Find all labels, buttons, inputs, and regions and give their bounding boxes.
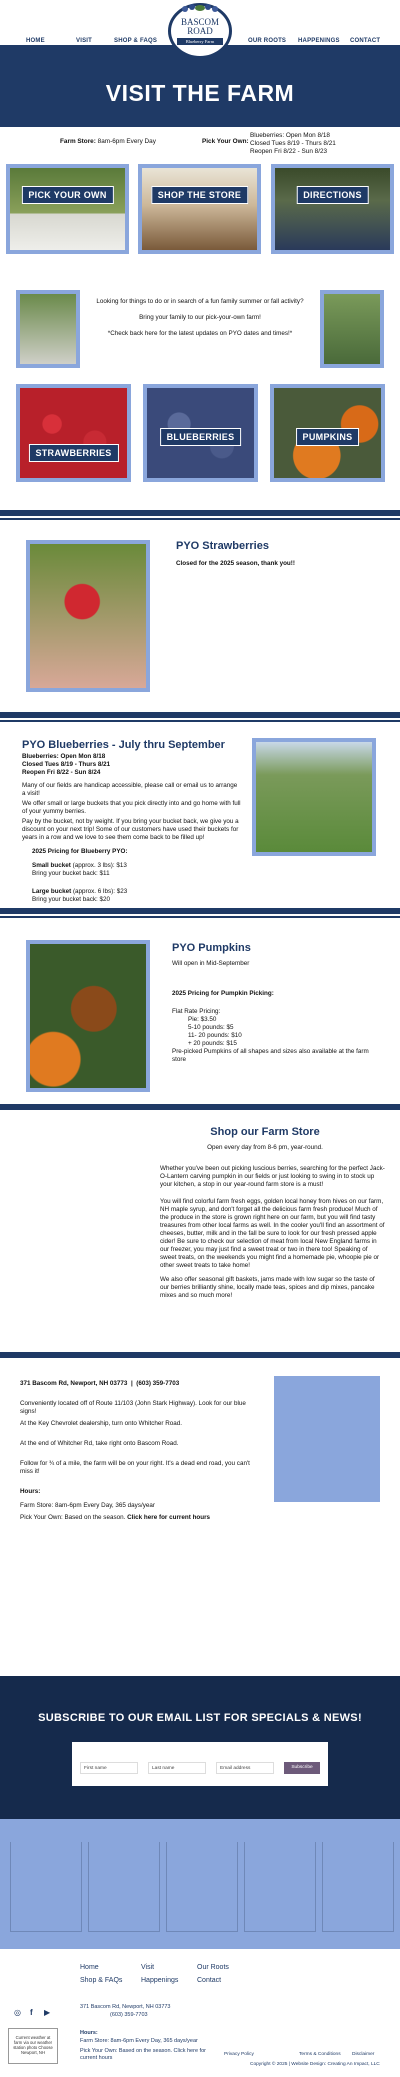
logo-line-3: Blueberry Farm	[177, 38, 223, 45]
section-divider	[0, 908, 400, 914]
toddler-blueberry-photo	[252, 738, 376, 856]
tile-label: STRAWBERRIES	[28, 444, 118, 462]
pumpkins-title: PYO Pumpkins	[172, 942, 251, 954]
directions-p1: Conveniently located off of Route 11/103 (John Stark Highway). Look for our blue signs!	[20, 1400, 246, 1415]
blueberries-p1: Many of our fields are handicap accessible, please call or email us to arrange a visit!	[22, 782, 238, 797]
pyo-line: Reopen Fri 8/22 - Sun 8/23	[250, 148, 328, 155]
pyo-hours	[250, 132, 336, 156]
footer-hours-label: Hours:	[80, 2030, 98, 2036]
pumpkin-prepicked: Pre-picked Pumpkins of all shapes and sizes also available at the farm store	[172, 1048, 369, 1063]
blueberries-p2: We offer small or large buckets that you pick directly into and go home with full of your yummy berries.	[22, 800, 241, 815]
footer-card	[322, 1842, 394, 1932]
footer-phone[interactable]: (603) 359-7703	[110, 2012, 148, 2018]
footer-address: 371 Bascom Rd, Newport, NH 03773	[80, 2004, 171, 2010]
current-hours-link[interactable]: Click here for current hours	[127, 1514, 211, 1521]
blueberries-p3: Pay by the bucket, not by weight. If you bring your bucket back, we give you a discount on your next trip! Some of our customers have used their buckets for years in a row and we love to see them come back to be filled up!	[22, 818, 239, 841]
pyo-hours-label	[202, 138, 249, 146]
directions-hours-pyo	[20, 1514, 210, 1522]
footer-link-visit[interactable]: Visit	[141, 1964, 155, 1971]
directions-hours-label: Hours:	[20, 1488, 41, 1495]
pyo-label: Pick Your Own:	[202, 138, 249, 145]
section-divider	[0, 1352, 400, 1358]
footer-hours-store: Farm Store: 8am-6pm Every Day, 365 days/year	[80, 2038, 198, 2044]
section-divider	[0, 712, 400, 718]
tile-pumpkins[interactable]	[270, 384, 385, 482]
terms-link[interactable]: Terms & Conditions	[299, 2052, 341, 2057]
tile-label: PUMPKINS	[296, 428, 360, 446]
nav-shop-faqs[interactable]: SHOP & FAQS	[114, 38, 158, 44]
bucket-photo	[16, 290, 80, 368]
tile-label: BLUEBERRIES	[160, 428, 242, 446]
farm-store-hours	[60, 138, 156, 146]
phone-link[interactable]: (603) 359-7703	[136, 1380, 180, 1387]
blueberries-status: Blueberries: Open Mon 8/18	[22, 753, 106, 760]
farm-logo[interactable]	[168, 3, 232, 59]
tile-directions[interactable]	[271, 164, 394, 254]
directions-p3: At the end of Whitcher Rd, take right onto Bascom Road.	[20, 1440, 179, 1447]
berry-leaves-icon	[177, 3, 223, 15]
small-bucket-price	[32, 862, 127, 870]
weather-widget[interactable]: Current weather at farm via our weather station photo Choose Newport, NH	[8, 2028, 58, 2064]
pumpkin-price: Pie: $3.50	[188, 1016, 217, 1023]
logo-line-1: BASCOM	[180, 17, 219, 27]
store-hours: Open every day from 8-6 pm, year-round.	[207, 1144, 323, 1151]
small-bucket-detail: (approx. 3 lbs): $13	[70, 862, 127, 869]
footer-card	[166, 1842, 238, 1932]
footer-card	[88, 1842, 160, 1932]
footer-link-shop-faqs[interactable]: Shop & FAQs	[80, 1977, 123, 1984]
tile-label: SHOP THE STORE	[151, 186, 248, 204]
directions-p4: Follow for ¾ of a mile, the farm will be on your right. It's a dead end road, you can't miss it!	[20, 1460, 250, 1475]
nav-home[interactable]: HOME	[26, 38, 45, 44]
blueberry-pricing-title: 2025 Pricing for Blueberry PYO:	[32, 848, 128, 855]
page-title: VISIT THE FARM	[105, 80, 295, 106]
tile-label: PICK YOUR OWN	[21, 186, 113, 204]
farm-store-label: Farm Store:	[60, 138, 96, 145]
facebook-icon[interactable]: f	[30, 2008, 33, 2017]
nav-happenings[interactable]: HAPPENINGS	[298, 38, 340, 44]
footer-link-contact[interactable]: Contact	[197, 1977, 222, 1984]
cider-pumpkins-photo	[26, 940, 150, 1092]
disclaimer-link[interactable]: Disclaimer	[352, 2052, 375, 2057]
small-bucket-bring: Bring your bucket back: $11	[32, 870, 110, 877]
farm-store-value: 8am-6pm Every Day	[97, 138, 156, 145]
pumpkin-pricing-title: 2025 Pricing for Pumpkin Picking:	[172, 990, 274, 997]
store-p1: Whether you've been out picking luscious berries, searching for the perfect Jack-O-Lantern carving pumpkin in our fields or just looking to swing in to stock up your kitchen, a stop in our year-round farm store is a must!	[160, 1165, 385, 1188]
section-divider	[0, 720, 400, 722]
large-bucket-detail: (approx. 6 lbs): $23	[71, 888, 128, 895]
subscribe-title: SUBSCRIBE TO OUR EMAIL LIST FOR SPECIALS & NEWS!	[38, 1712, 362, 1724]
strawberries-note: Closed for the 2025 season, thank you!!	[176, 560, 295, 567]
email-field[interactable]: Email address	[216, 1762, 274, 1774]
footer-hours-pyo[interactable]: Pick Your Own: Based on the season. Click here for current hours	[80, 2048, 206, 2061]
strawberry-photo	[26, 540, 150, 692]
youtube-icon[interactable]: ▶	[44, 2008, 51, 2017]
blueberries-status: Closed Tues 8/19 - Thurs 8/21	[22, 761, 111, 768]
footer-link-our-roots[interactable]: Our Roots	[197, 1964, 229, 1971]
subscribe-form	[72, 1742, 328, 1786]
tile-shop-the-store[interactable]	[138, 164, 261, 254]
store-p2: You will find colorful farm fresh eggs, golden local honey from hives on our farm, NH maple syrup, and don't forget all the delicious farm fresh produce! Much of the produce in the store is grown right here on our farm, but you will find tasty treasures from other local farms as well. In the cooler you'll find an assortment of cheeses, butter, milk and in the fall be sure to look for our fresh pressed apple cider! Be sure to check our selection of meat from local New England farms in our freezer, you may just find a sweet treat or two in there too! Speaking of sweet treats, on the weekends you might find a homemade pie, whoopie pie or other sweet treats to take home!	[160, 1198, 385, 1269]
subscribe-button[interactable]: Subscribe	[284, 1762, 320, 1774]
pyo-line: Closed Tues 8/19 - Thurs 8/21	[250, 140, 336, 147]
pumpkin-flat-rate: Flat Rate Pricing:	[172, 1008, 221, 1015]
first-name-field[interactable]: First name	[80, 1762, 138, 1774]
large-bucket-price	[32, 888, 127, 896]
section-divider	[0, 518, 400, 520]
section-divider	[0, 1104, 400, 1110]
strawberries-title: PYO Strawberries	[176, 540, 269, 552]
intro-line-2: Bring your family to our pick-your-own farm!	[139, 314, 261, 321]
section-divider	[0, 510, 400, 516]
tile-blueberries[interactable]	[143, 384, 258, 482]
tile-pick-your-own[interactable]	[6, 164, 129, 254]
intro-line-1: Looking for things to do or in search of a fun family summer or fall activity?	[96, 298, 304, 305]
pumpkin-price: + 20 pounds: $15	[188, 1040, 237, 1047]
pumpkins-open: Will open in Mid-September	[172, 960, 250, 967]
store-p3: We also offer seasonal gift baskets, jams made with low sugar so the taste of our berries brilliantly shine, locally made teas, spices and dip mixes, pancake mixes and so much more!	[160, 1276, 375, 1299]
directions-p2: At the Key Chevrolet dealership, turn onto Whitcher Road.	[20, 1420, 183, 1427]
pumpkin-price: 5-10 pounds: $5	[188, 1024, 234, 1031]
store-title: Shop our Farm Store	[210, 1126, 320, 1138]
tile-label: DIRECTIONS	[296, 186, 369, 204]
directions-address: 371 Bascom Rd, Newport, NH 03773 | (603) 359-7703	[20, 1380, 180, 1387]
pyo-hours-text: Pick Your Own: Based on the season.	[20, 1514, 128, 1521]
copyright: Copyright © 2025 | Website Design: Creating An Impact, LLC	[250, 2062, 380, 2067]
footer-link-happenings[interactable]: Happenings	[141, 1977, 179, 1984]
nav-visit[interactable]: VISIT	[76, 38, 93, 44]
large-bucket-bring: Bring your bucket back: $20	[32, 896, 111, 903]
pumpkin-price: 11- 20 pounds: $10	[188, 1032, 242, 1039]
large-bucket-label: Large bucket	[32, 888, 72, 895]
intro-line-3: *Check back here for the latest updates on PYO dates and times!*	[107, 330, 293, 337]
last-name-field[interactable]: Last name	[148, 1762, 206, 1774]
child-picking-photo	[320, 290, 384, 368]
blueberries-status: Reopen Fri 8/22 - Sun 8/24	[22, 769, 101, 776]
directions-hours-store: Farm Store: 8am-6pm Every Day, 365 days/year	[20, 1502, 155, 1509]
small-bucket-label: Small bucket	[32, 862, 71, 869]
nav-contact[interactable]: CONTACT	[350, 38, 381, 44]
privacy-policy-link[interactable]: Privacy Policy	[224, 2052, 254, 2057]
footer-link-home[interactable]: Home	[80, 1964, 99, 1971]
map-embed[interactable]	[274, 1376, 380, 1502]
logo-line-2: ROAD	[187, 26, 213, 36]
nav-our-roots[interactable]: OUR ROOTS	[248, 38, 287, 44]
section-divider	[0, 916, 400, 918]
address-text: 371 Bascom Rd, Newport, NH 03773	[20, 1380, 128, 1387]
blueberries-title: PYO Blueberries - July thru September	[22, 739, 225, 751]
pyo-line: Blueberries: Open Mon 8/18	[250, 132, 330, 139]
tile-strawberries[interactable]	[16, 384, 131, 482]
instagram-icon[interactable]: ◎	[14, 2008, 21, 2017]
footer-card	[244, 1842, 316, 1932]
footer-card	[10, 1842, 82, 1932]
